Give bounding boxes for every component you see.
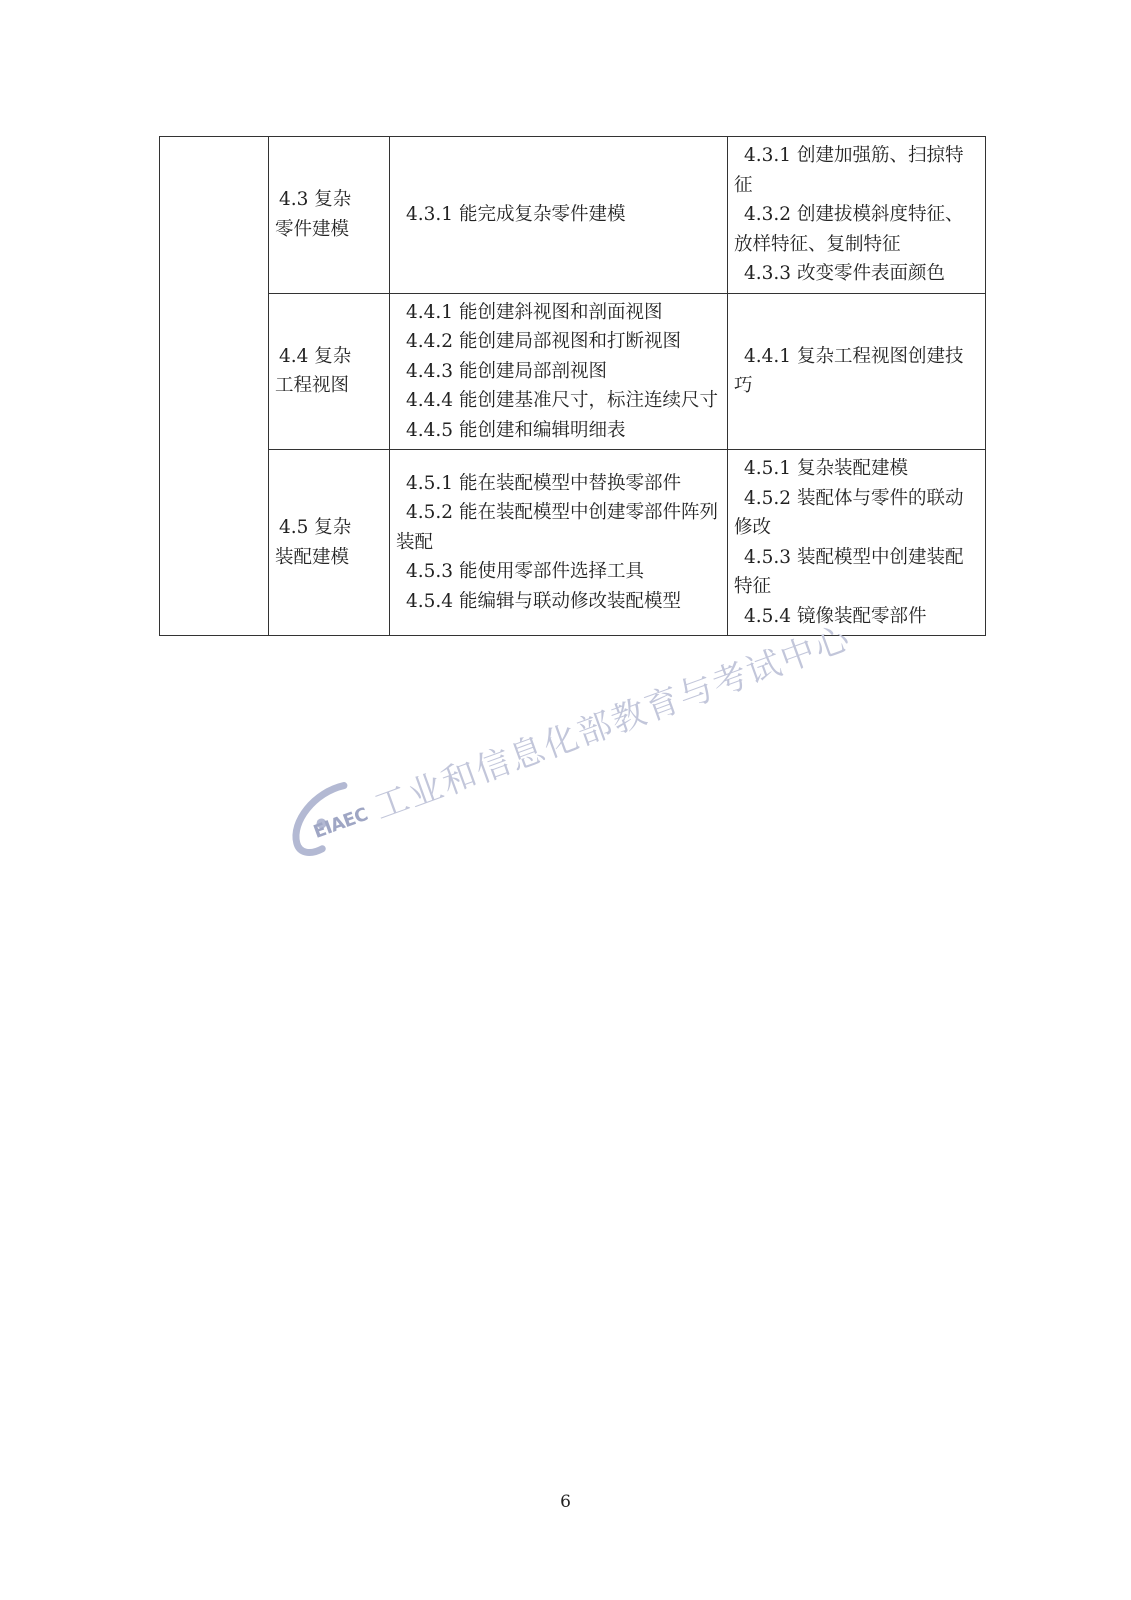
- topic-line: 零件建模: [275, 218, 350, 240]
- table-row: [160, 450, 986, 636]
- skills-cell: [390, 450, 728, 636]
- topic-cell: [269, 450, 390, 636]
- skills-table: [159, 136, 986, 636]
- skill-item: 4.4.1 能创建斜视图和剖面视图: [406, 301, 663, 323]
- skill-item: 4.4.2 能创建局部视图和打断视图: [406, 331, 681, 352]
- knowledge-item: 4.3.1 创建加强筋、扫掠特征: [734, 145, 964, 196]
- knowledge-cell: [728, 293, 986, 450]
- skills-cell: [390, 293, 728, 450]
- knowledge-item: 4.3.3 改变零件表面颜色: [744, 263, 945, 284]
- topic-cell: [269, 293, 390, 450]
- category-cell: [160, 137, 269, 636]
- knowledge-cell: [728, 450, 986, 636]
- skill-item: 4.4.5 能创建和编辑明细表: [406, 419, 626, 441]
- topic-cell: [269, 137, 390, 294]
- knowledge-item: 4.5.1 复杂装配建模: [744, 458, 908, 479]
- skills-cell: [390, 137, 728, 294]
- knowledge-item: 4.3.2 创建拔模斜度特征、放样特征、复制特征: [734, 204, 964, 255]
- topic-line: 工程视图: [275, 375, 350, 397]
- knowledge-cell: [728, 137, 986, 294]
- skill-item: 4.4.4 能创建基准尺寸，标注连续尺寸: [406, 390, 718, 411]
- skill-item: 4.4.3 能创建局部剖视图: [406, 360, 607, 382]
- skill-item: 4.5.4 能编辑与联动修改装配模型: [406, 590, 681, 612]
- topic-line: 4.4 复杂: [279, 345, 352, 367]
- topic-line: 4.5 复杂: [279, 517, 352, 538]
- skill-item: 4.5.2 能在装配模型中创建零部件阵列装配: [396, 502, 718, 553]
- watermark-text: 工业和信息化部教育与考试中心: [369, 617, 857, 828]
- knowledge-item: 4.5.2 装配体与零件的联动修改: [734, 487, 964, 538]
- table-row: [160, 137, 986, 294]
- watermark: [276, 600, 858, 864]
- topic-line: 4.3 复杂: [279, 189, 352, 211]
- knowledge-item: 4.4.1 复杂工程视图创建技巧: [734, 345, 964, 397]
- topic-line: 装配建模: [275, 546, 350, 568]
- page-number: 6: [560, 1492, 571, 1512]
- skill-item: 4.5.3 能使用零部件选择工具: [406, 561, 644, 583]
- skill-item: 4.3.1 能完成复杂零件建模: [406, 204, 626, 225]
- logo-text: EIAEC: [310, 804, 371, 843]
- knowledge-item: 4.5.4 镜像装配零部件: [744, 605, 927, 627]
- knowledge-item: 4.5.3 装配模型中创建装配特征: [734, 546, 964, 597]
- table-row: [160, 293, 986, 450]
- skill-item: 4.5.1 能在装配模型中替换零部件: [406, 472, 681, 494]
